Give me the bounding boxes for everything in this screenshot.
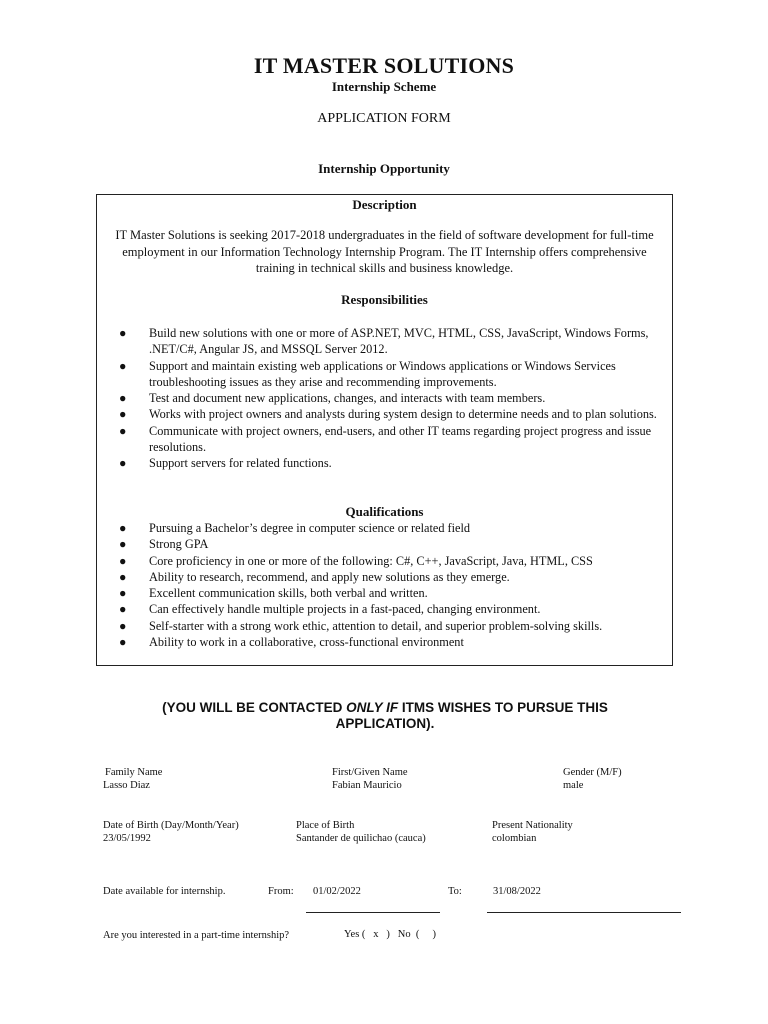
list-item: ● Strong GPA [119,537,209,552]
given-name-field[interactable]: Fabian Mauricio [332,780,402,791]
availability-label: Date available for internship. [103,886,226,897]
bullet-icon: ● [119,602,127,617]
list-item: ● Ability to work in a collaborative, cross-functional environment [119,635,464,650]
bullet-icon: ● [119,635,127,650]
bullet-icon: ● [119,618,127,633]
bullet-icon: ● [119,391,127,406]
list-item: ● Self-starter with a strong work ethic, attention to detail, and superior problem-solving skills. [119,618,603,633]
list-item: ● Communicate with project owners, end-users, and other IT teams regarding project progress and issue resolutions. [119,423,652,455]
description-box [96,194,673,666]
list-item: ● Works with project owners and analysts during system design to determine needs and to plan solutions. [119,407,657,422]
scheme-subtitle: Internship Scheme [331,79,437,94]
nationality-label: Present Nationality [492,820,573,831]
bullet-icon: ● [119,553,127,568]
gender-label: Gender (M/F) [563,767,622,778]
list-item: ● Support and maintain existing web applications or Windows applications or Windows Services troubleshooting issues as they arise and recommending improvements. [119,358,616,389]
pob-label: Place of Birth [296,820,355,831]
qualifications-list [119,520,660,650]
part-time-answer-checkbox[interactable]: Yes ( x ) No ( ) [344,929,436,940]
form-title: APPLICATION FORM [317,111,451,126]
from-label: From: [268,886,294,897]
notice-emphasis: ONLY IF [346,700,399,715]
bullet-icon: ● [119,423,127,438]
list-item: ● Excellent communication skills, both verbal and written. [119,586,428,601]
opportunity-heading: Internship Opportunity [318,161,450,176]
list-item: ● Build new solutions with one or more of ASP.NET, MVC, HTML, CSS, JavaScript, Windows Forms, .NET/C#, Angular JS, and MSSQL Server 2012. [119,326,649,357]
qualifications-heading: Qualifications [345,504,424,519]
bullet-icon: ● [119,358,127,373]
list-item: ● Support servers for related functions. [119,456,332,471]
responsibilities-heading: Responsibilities [341,292,428,307]
family-name-field[interactable]: Lasso Diaz [103,780,150,791]
bullet-icon: ● [119,456,127,471]
bullet-icon: ● [119,586,127,601]
from-date-field[interactable]: 01/02/2022 [313,886,361,897]
description-text: IT Master Solutions is seeking 2017-2018 undergraduates in the field of software development for full-time employment in our Information Technology Internship Program. The IT Internship offers comprehensive training in technical skills and business knowledge. [115,228,654,275]
bullet-icon: ● [119,521,127,535]
bullet-icon: ● [119,326,127,340]
part-time-question: Are you interested in a part-time internship? [103,930,290,941]
bullet-icon: ● [119,569,127,584]
responsibilities-list [119,325,660,472]
list-item: ● Pursuing a Bachelor’s degree in computer science or related field [119,521,471,535]
contact-notice: (YOU WILL BE CONTACTED ONLY IF ITMS WISHES TO PURSUE THIS APPLICATION). [162,700,608,731]
bullet-icon: ● [119,537,127,552]
page-title: IT MASTER SOLUTIONS [253,53,515,78]
dob-field[interactable]: 23/05/1992 [103,833,151,844]
list-item: ● Can effectively handle multiple projects in a fast-paced, changing environment. [119,602,541,617]
list-item: ● Test and document new applications, changes, and interacts with team members. [119,391,546,406]
bullet-icon: ● [119,407,127,422]
family-name-label: Family Name [105,767,163,778]
gender-field[interactable]: male [563,780,584,791]
pob-field[interactable]: Santander de quilichao (cauca) [296,833,426,844]
given-name-label: First/Given Name [332,767,408,778]
to-label: To: [448,886,462,897]
dob-label: Date of Birth (Day/Month/Year) [103,820,239,831]
nationality-field[interactable]: colombian [492,833,537,844]
to-date-underline [487,912,681,913]
from-date-underline [306,912,440,913]
list-item: ● Ability to research, recommend, and apply new solutions as they emerge. [119,569,510,584]
to-date-field[interactable]: 31/08/2022 [493,886,541,897]
description-heading: Description [352,197,417,212]
list-item: ● Core proficiency in one or more of the following: C#, C++, JavaScript, Java, HTML, CSS [119,553,593,568]
